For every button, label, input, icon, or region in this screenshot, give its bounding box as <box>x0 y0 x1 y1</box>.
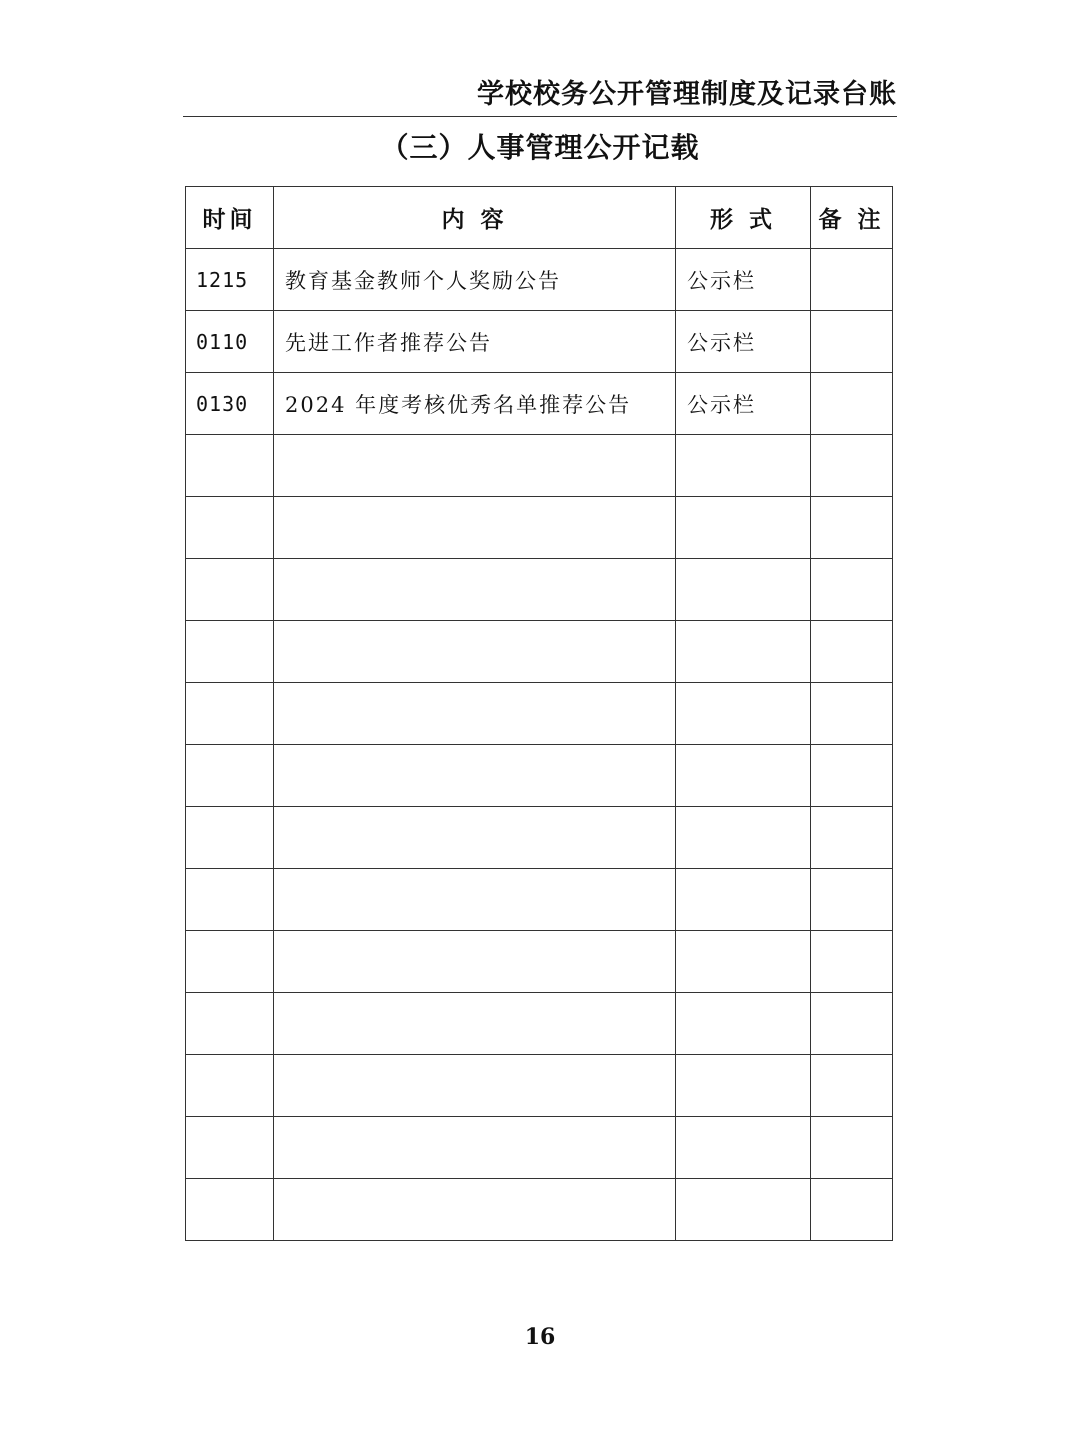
cell-time <box>186 621 274 683</box>
table-row <box>186 435 893 497</box>
table-row <box>186 373 893 435</box>
table-row <box>186 807 893 869</box>
cell-form <box>676 1117 811 1179</box>
cell-content <box>274 807 676 869</box>
cell-content <box>274 1179 676 1241</box>
cell-form <box>676 559 811 621</box>
cell-note <box>811 807 893 869</box>
table-header-row <box>186 187 893 249</box>
cell-form <box>676 1179 811 1241</box>
cell-time <box>186 869 274 931</box>
cell-note <box>811 497 893 559</box>
cell-content <box>274 683 676 745</box>
table-row <box>186 497 893 559</box>
cell-note <box>811 993 893 1055</box>
cell-note <box>811 621 893 683</box>
table-row <box>186 931 893 993</box>
cell-note <box>811 683 893 745</box>
cell-form <box>676 807 811 869</box>
cell-content <box>274 559 676 621</box>
cell-note <box>811 1179 893 1241</box>
cell-form <box>676 931 811 993</box>
running-header: 学校校务公开管理制度及记录台账 <box>477 79 897 110</box>
cell-form: 公示栏 <box>676 373 811 435</box>
header-rule <box>183 116 897 117</box>
table-row <box>186 1055 893 1117</box>
table-row <box>186 683 893 745</box>
column-header-time: 时间 <box>186 187 274 249</box>
cell-note <box>811 869 893 931</box>
cell-time <box>186 435 274 497</box>
cell-form <box>676 621 811 683</box>
table-row <box>186 1179 893 1241</box>
cell-form <box>676 745 811 807</box>
cell-content <box>274 435 676 497</box>
table-row <box>186 311 893 373</box>
table-row <box>186 993 893 1055</box>
cell-content <box>274 621 676 683</box>
cell-form <box>676 435 811 497</box>
cell-note <box>811 373 893 435</box>
cell-content: 2024 年度考核优秀名单推荐公告 <box>274 373 676 435</box>
table-row <box>186 559 893 621</box>
cell-content <box>274 993 676 1055</box>
cell-time <box>186 993 274 1055</box>
cell-content <box>274 1055 676 1117</box>
cell-content <box>274 931 676 993</box>
page-number: 16 <box>524 1324 556 1350</box>
column-header-note: 备 注 <box>811 187 893 249</box>
table-row <box>186 621 893 683</box>
cell-note <box>811 311 893 373</box>
cell-time: 0110 <box>186 311 274 373</box>
cell-time <box>186 559 274 621</box>
cell-content <box>274 1117 676 1179</box>
cell-content <box>274 497 676 559</box>
cell-form: 公示栏 <box>676 249 811 311</box>
cell-time <box>186 931 274 993</box>
table-row <box>186 745 893 807</box>
cell-form <box>676 683 811 745</box>
cell-time: 0130 <box>186 373 274 435</box>
cell-note <box>811 931 893 993</box>
cell-note <box>811 435 893 497</box>
cell-content <box>274 869 676 931</box>
cell-form <box>676 1055 811 1117</box>
cell-time <box>186 683 274 745</box>
column-header-content: 内 容 <box>274 187 676 249</box>
personnel-record-table <box>185 186 893 1241</box>
cell-content: 先进工作者推荐公告 <box>274 311 676 373</box>
table-row <box>186 249 893 311</box>
cell-note <box>811 249 893 311</box>
cell-time <box>186 1179 274 1241</box>
cell-note <box>811 559 893 621</box>
cell-time: 1215 <box>186 249 274 311</box>
cell-time <box>186 1117 274 1179</box>
column-header-form: 形 式 <box>676 187 811 249</box>
cell-content: 教育基金教师个人奖励公告 <box>274 249 676 311</box>
section-title: （三）人事管理公开记载 <box>380 131 700 164</box>
cell-form <box>676 993 811 1055</box>
cell-note <box>811 745 893 807</box>
cell-content <box>274 745 676 807</box>
table-row <box>186 869 893 931</box>
cell-time <box>186 1055 274 1117</box>
cell-note <box>811 1055 893 1117</box>
cell-form <box>676 497 811 559</box>
cell-time <box>186 497 274 559</box>
cell-time <box>186 807 274 869</box>
cell-form <box>676 869 811 931</box>
table-row <box>186 1117 893 1179</box>
cell-form: 公示栏 <box>676 311 811 373</box>
cell-note <box>811 1117 893 1179</box>
cell-time <box>186 745 274 807</box>
